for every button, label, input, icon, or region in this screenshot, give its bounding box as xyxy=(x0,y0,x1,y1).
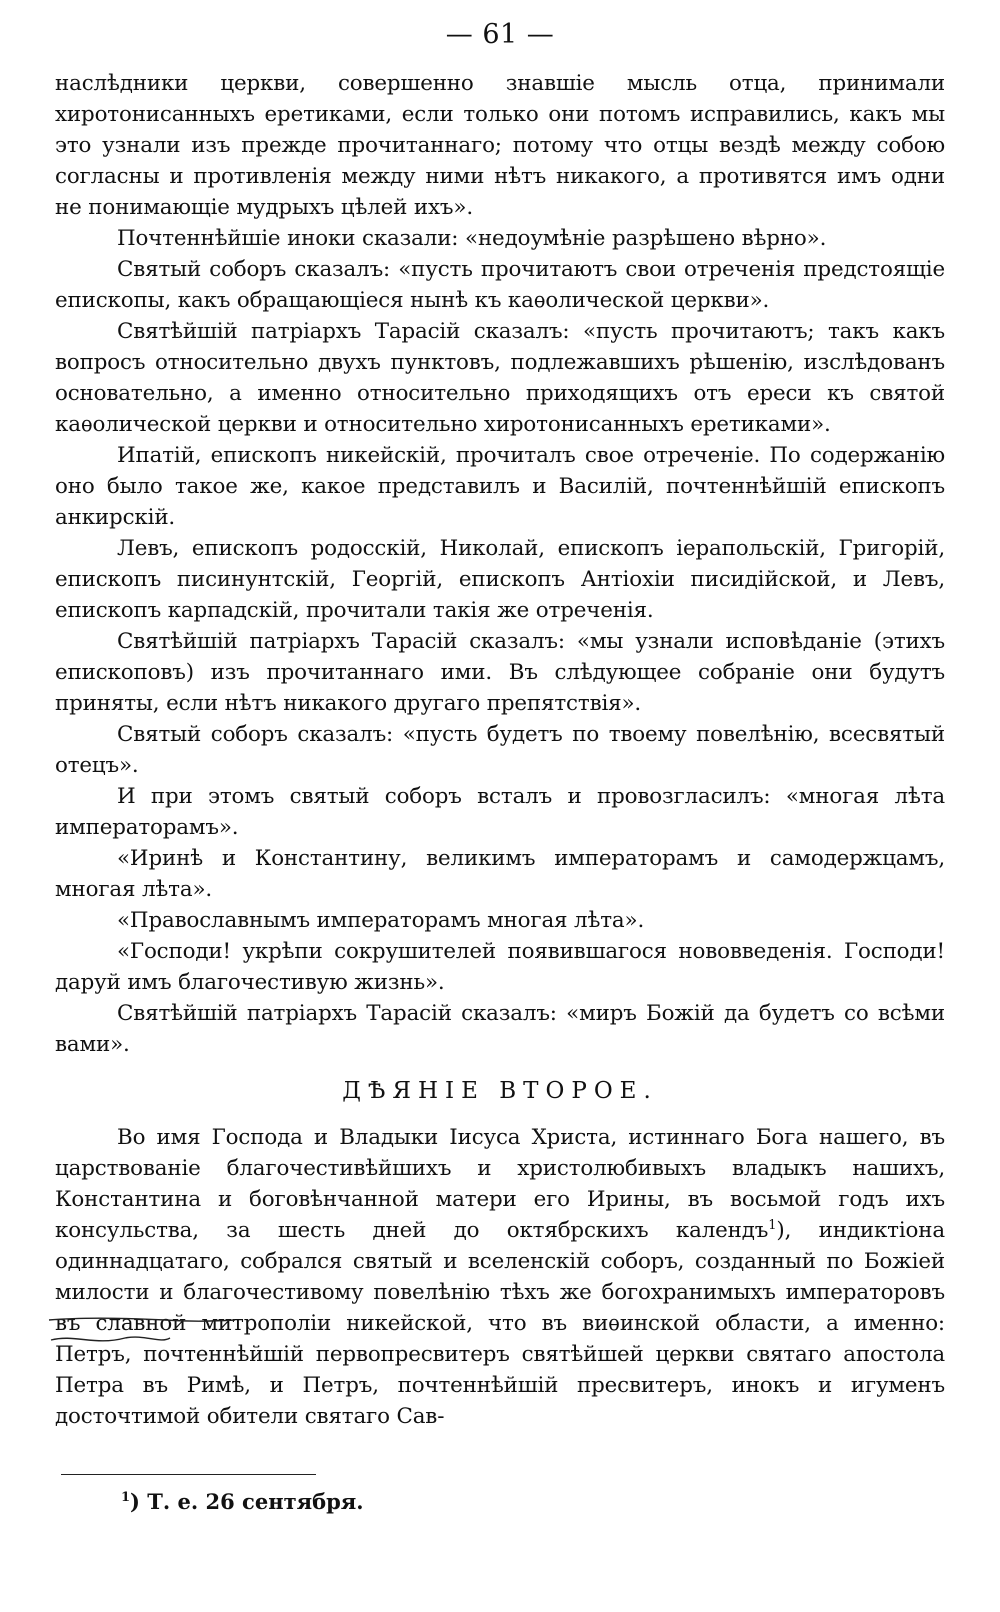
footnote-text: ) Т. е. 26 сентября. xyxy=(130,1489,364,1514)
footnote-reference: 1 xyxy=(768,1217,777,1233)
document-page xyxy=(55,18,945,1578)
footnote-mark: 1 xyxy=(121,1490,131,1505)
paragraph: Святый соборъ сказалъ: «пусть прочитаютъ свои отреченія предстоящіе епископы, какъ обращающіеся нынѣ къ каѳолической церкви». xyxy=(55,257,945,313)
paragraph: И при этомъ святый соборъ всталъ и провозгласилъ: «многая лѣта императорамъ». xyxy=(55,784,945,840)
paragraph: Ипатій, епископъ никейскій, прочиталъ свое отреченіе. По содержанію оно было такое же, какое представилъ и Василій, почтеннѣйшій епископъ анкирскій. xyxy=(55,443,945,530)
section-text-part2: ), индиктіона одиннадцатаго, собрался святый и вселенскій соборъ, созданный по Божіей милости и благочестивому повелѣнію тѣхъ же богохранимыхъ императоровъ въ славной митрополіи никейской, что въ виѳинской области, а именно: Петръ, почтеннѣйшій первопресвитеръ святѣйшей церкви святаго апостола Петра въ Римѣ, и Петръ, почтеннѣйшій пресвитеръ, инокъ и игуменъ досточтимой обители святаго Сав- xyxy=(55,1218,945,1429)
footnote-divider xyxy=(61,1474,316,1475)
paragraph: Святѣйшій патріархъ Тарасій сказалъ: «миръ Божій да будетъ со всѣми вами». xyxy=(55,1001,945,1057)
paragraph: Святый соборъ сказалъ: «пусть будетъ по твоему повелѣнію, всесвятый отецъ». xyxy=(55,722,945,778)
footnote xyxy=(121,1488,364,1516)
paragraph: Почтеннѣйшіе иноки сказали: «недоумѣніе разрѣшено вѣрно». xyxy=(117,226,827,251)
paragraph-continued: наслѣдники церкви, совершенно знавшіе мысль отца, принимали хиротонисанныхъ еретиками, если только они потомъ исправились, какъ мы это узнали изъ прежде прочитаннаго; потому что отцы вездѣ между собою согласны и противленія между ними нѣтъ никакого, а противятся имъ одни не понимающіе мудрыхъ цѣлей ихъ». xyxy=(55,71,945,220)
main-text xyxy=(55,68,945,1432)
section-text-part1: Во имя Господа и Владыки Іисуса Христа, истиннаго Бога нашего, въ царствованіе благочестивѣйшихъ и христолюбивыхъ владыкъ нашихъ, Константина и боговѣнчанной матери его Ирины, въ восьмой годъ ихъ консульства, за шесть дней до октябрскихъ календъ xyxy=(55,1125,945,1243)
paragraph: «Иринѣ и Константину, великимъ императорамъ и самодержцамъ, многая лѣта». xyxy=(55,846,945,902)
page-number: — 61 — xyxy=(445,19,555,50)
paragraph: Святѣйшій патріархъ Тарасій сказалъ: «пусть прочитаютъ; такъ какъ вопросъ относительно двухъ пунктовъ, подлежавшихъ рѣшенію, изслѣдованъ основательно, а именно относительно приходящихъ отъ ереси къ святой каѳолической церкви и относительно хиротонисанныхъ еретиками». xyxy=(55,319,945,437)
paragraph: «Православнымъ императорамъ многая лѣта». xyxy=(117,908,645,933)
paragraph: «Господи! укрѣпи сокрушителей появившагося нововведенія. Господи! даруй имъ благочестивую жизнь». xyxy=(55,939,945,995)
section-paragraph xyxy=(55,1122,945,1432)
section-heading: ДѢЯНІЕ ВТОРОЕ. xyxy=(342,1078,658,1104)
paragraph: Левъ, епископъ родосскій, Николай, епископъ іерапольскій, Григорій, епископъ писинунтскій, Георгій, епископъ Антіохіи писидійской, и Левъ, епископъ карпадскій, прочитали такія же отреченія. xyxy=(55,536,945,623)
paragraph: Святѣйшій патріархъ Тарасій сказалъ: «мы узнали исповѣданіе (этихъ епископовъ) изъ прочитаннаго ими. Въ слѣдующее собраніе они будутъ приняты, если нѣтъ никакого другаго препятствія». xyxy=(55,629,945,716)
